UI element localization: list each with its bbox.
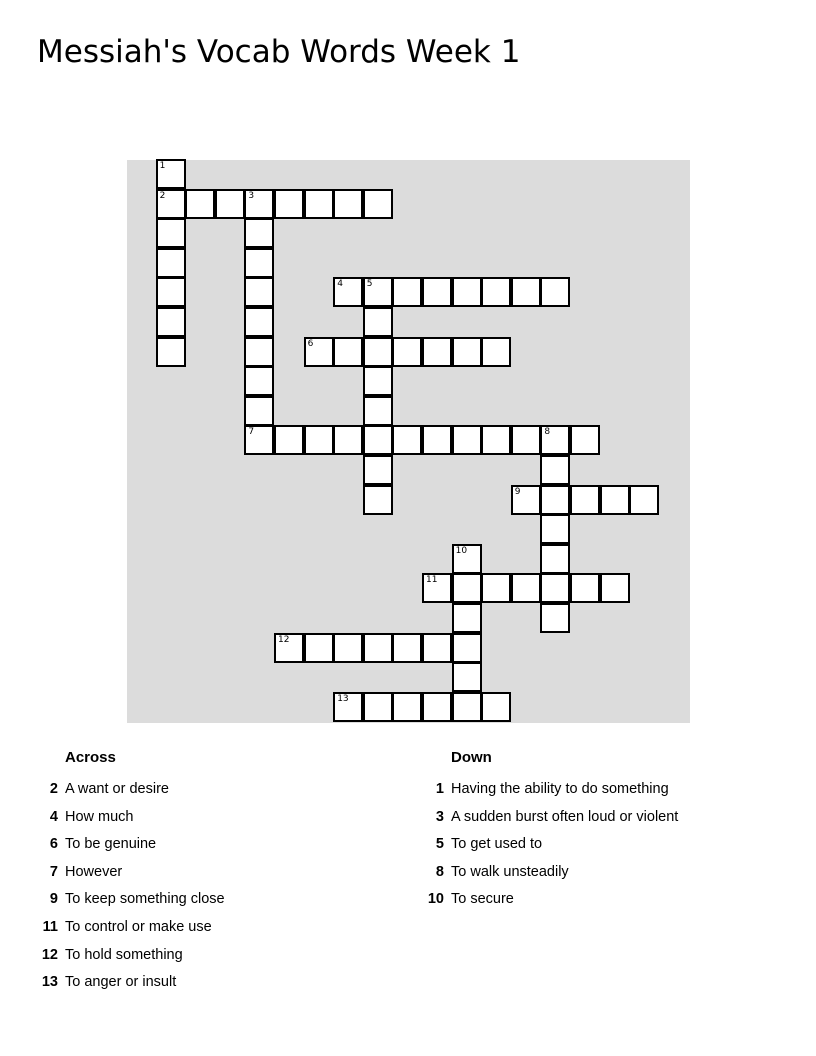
grid-cell[interactable]	[363, 189, 393, 219]
grid-cell[interactable]	[511, 277, 541, 307]
clue-number: 5	[435, 836, 444, 853]
clue-text: To get used to	[451, 836, 543, 853]
clue-number: 12	[278, 634, 290, 645]
grid-cell[interactable]	[392, 425, 422, 455]
grid-cell[interactable]	[600, 573, 630, 603]
down-clues	[427, 748, 679, 918]
grid-cell[interactable]	[244, 307, 274, 337]
clue-number: 12	[41, 946, 58, 963]
grid-cell[interactable]	[333, 337, 363, 367]
clue-number: 9	[49, 891, 58, 908]
clue-text: How much	[65, 808, 134, 825]
grid-cell[interactable]	[452, 573, 482, 603]
clue-number: 1	[435, 781, 444, 797]
grid-cell[interactable]	[156, 189, 186, 219]
grid-cell[interactable]	[481, 337, 511, 367]
down-clue-list	[427, 780, 679, 918]
clue-text: A sudden burst often loud or violent	[451, 808, 679, 825]
grid-cell[interactable]	[156, 337, 186, 367]
grid-cell[interactable]	[511, 425, 541, 455]
grid-cell[interactable]	[185, 189, 215, 219]
clue-text: A want or desire	[65, 781, 169, 797]
grid-cell[interactable]	[363, 633, 393, 663]
grid-cell[interactable]	[422, 692, 452, 722]
down-clue	[435, 835, 678, 863]
grid-cell[interactable]	[363, 307, 393, 337]
down-clue	[435, 863, 678, 891]
page-title: Messiah's Vocab Words Week 1	[37, 34, 521, 70]
clue-number: 13	[337, 693, 349, 704]
grid-cell[interactable]	[481, 692, 511, 722]
grid-cell[interactable]	[333, 425, 363, 455]
clue-number: 1	[159, 161, 166, 171]
grid-cell[interactable]	[156, 218, 186, 248]
grid-cell[interactable]	[540, 573, 570, 603]
clue-number: 4	[337, 279, 343, 290]
grid-cell[interactable]	[422, 633, 452, 663]
grid-cell[interactable]	[363, 396, 393, 426]
grid-cell[interactable]	[481, 573, 511, 603]
grid-cell[interactable]	[600, 485, 630, 515]
grid-cell[interactable]	[215, 189, 245, 219]
clue-number: 2	[159, 190, 166, 201]
grid-cell[interactable]	[156, 159, 186, 189]
grid-cell[interactable]	[363, 692, 393, 722]
grid-cell[interactable]	[244, 277, 274, 307]
grid-cell[interactable]	[363, 277, 393, 307]
grid-cell[interactable]	[304, 633, 334, 663]
across-heading: Across	[65, 749, 116, 766]
clue-number: 8	[435, 863, 444, 880]
grid-cell[interactable]	[244, 337, 274, 367]
grid-cell[interactable]	[333, 692, 363, 722]
grid-cell[interactable]	[244, 396, 274, 426]
clue-number: 10	[455, 545, 468, 556]
grid-cell[interactable]	[540, 544, 570, 574]
grid-cell[interactable]	[363, 366, 393, 396]
clue-text: To anger or insult	[65, 974, 177, 991]
grid-cell[interactable]	[452, 337, 482, 367]
grid-cell[interactable]	[511, 573, 541, 603]
across-clue	[49, 890, 225, 918]
clue-number: 11	[426, 575, 438, 586]
grid-cell[interactable]	[452, 544, 482, 574]
grid-cell[interactable]	[333, 189, 363, 219]
across-clue	[49, 808, 225, 836]
clue-text: To hold something	[65, 946, 183, 963]
clue-number: 13	[41, 974, 58, 991]
grid-cell[interactable]	[156, 277, 186, 307]
grid-cell[interactable]	[304, 425, 334, 455]
grid-cell[interactable]	[363, 425, 393, 455]
clue-text: To keep something close	[65, 891, 225, 908]
grid-cell[interactable]	[540, 455, 570, 485]
grid-cell[interactable]	[333, 277, 363, 307]
grid-cell[interactable]	[244, 189, 274, 219]
grid-cell[interactable]	[452, 425, 482, 455]
grid-cell[interactable]	[274, 425, 304, 455]
across-clue	[41, 973, 225, 1001]
grid-cell[interactable]	[422, 337, 452, 367]
clue-number: 2	[49, 781, 58, 797]
clue-text: To secure	[451, 891, 514, 908]
grid-cell[interactable]	[244, 248, 274, 278]
grid-cell[interactable]	[244, 366, 274, 396]
clue-text: Having the ability to do something	[451, 781, 669, 797]
grid-cell[interactable]	[481, 425, 511, 455]
down-clue	[435, 808, 679, 836]
grid-cell[interactable]	[452, 277, 482, 307]
grid-cell[interactable]	[511, 485, 541, 515]
grid-cell[interactable]	[452, 692, 482, 722]
across-clue	[49, 835, 225, 863]
grid-cell[interactable]	[333, 633, 363, 663]
grid-cell[interactable]	[304, 189, 334, 219]
clue-text: To walk unsteadily	[451, 863, 569, 880]
down-heading: Down	[451, 749, 492, 766]
grid-cell[interactable]	[570, 485, 600, 515]
clue-text: However	[65, 863, 123, 880]
clue-number: 4	[49, 808, 58, 825]
clue-text: To control or make use	[65, 918, 212, 935]
clue-number: 3	[248, 190, 255, 201]
grid-cell[interactable]	[392, 633, 422, 663]
grid-cell[interactable]	[392, 692, 422, 722]
clue-number: 3	[435, 808, 444, 825]
grid-cell[interactable]	[422, 425, 452, 455]
grid-cell[interactable]	[363, 337, 393, 367]
grid-cell[interactable]	[540, 485, 570, 515]
grid-cell[interactable]	[481, 277, 511, 307]
clue-number: 9	[514, 486, 521, 497]
across-clues	[41, 748, 225, 1001]
across-clue	[49, 780, 225, 808]
grid-cell[interactable]	[274, 189, 304, 219]
crossword-grid	[127, 160, 690, 723]
grid-cell[interactable]	[570, 573, 600, 603]
across-clue	[41, 946, 225, 974]
grid-cell[interactable]	[244, 218, 274, 248]
grid-cell[interactable]	[422, 573, 452, 603]
clue-number: 11	[42, 918, 58, 935]
grid-cell[interactable]	[452, 633, 482, 663]
grid-cell[interactable]	[540, 277, 570, 307]
grid-cell[interactable]	[156, 307, 186, 337]
clue-number: 7	[49, 863, 58, 880]
grid-cell[interactable]	[304, 337, 334, 367]
grid-cell[interactable]	[540, 514, 570, 544]
grid-cell[interactable]	[629, 485, 659, 515]
clue-number: 5	[366, 279, 373, 290]
clue-number: 7	[248, 427, 255, 438]
grid-cell[interactable]	[540, 603, 570, 633]
grid-cell[interactable]	[392, 337, 422, 367]
grid-cell[interactable]	[392, 277, 422, 307]
grid-cell[interactable]	[540, 425, 570, 455]
grid-cell[interactable]	[452, 603, 482, 633]
grid-cell[interactable]	[363, 485, 393, 515]
grid-cell[interactable]	[570, 425, 600, 455]
across-clue	[42, 918, 225, 946]
across-clue-list	[41, 780, 225, 1001]
down-clue	[427, 890, 678, 918]
clue-number: 6	[49, 836, 58, 853]
clue-text: To be genuine	[65, 836, 157, 853]
across-clue	[49, 863, 225, 891]
grid-cell[interactable]	[156, 248, 186, 278]
down-clue	[435, 780, 678, 808]
clue-number: 8	[544, 427, 551, 438]
grid-cell[interactable]	[363, 455, 393, 485]
grid-cell[interactable]	[452, 662, 482, 692]
grid-cell[interactable]	[274, 633, 304, 663]
grid-cell[interactable]	[422, 277, 452, 307]
clue-number: 6	[307, 338, 314, 349]
clue-number: 10	[427, 891, 444, 908]
grid-cell[interactable]	[244, 425, 274, 455]
